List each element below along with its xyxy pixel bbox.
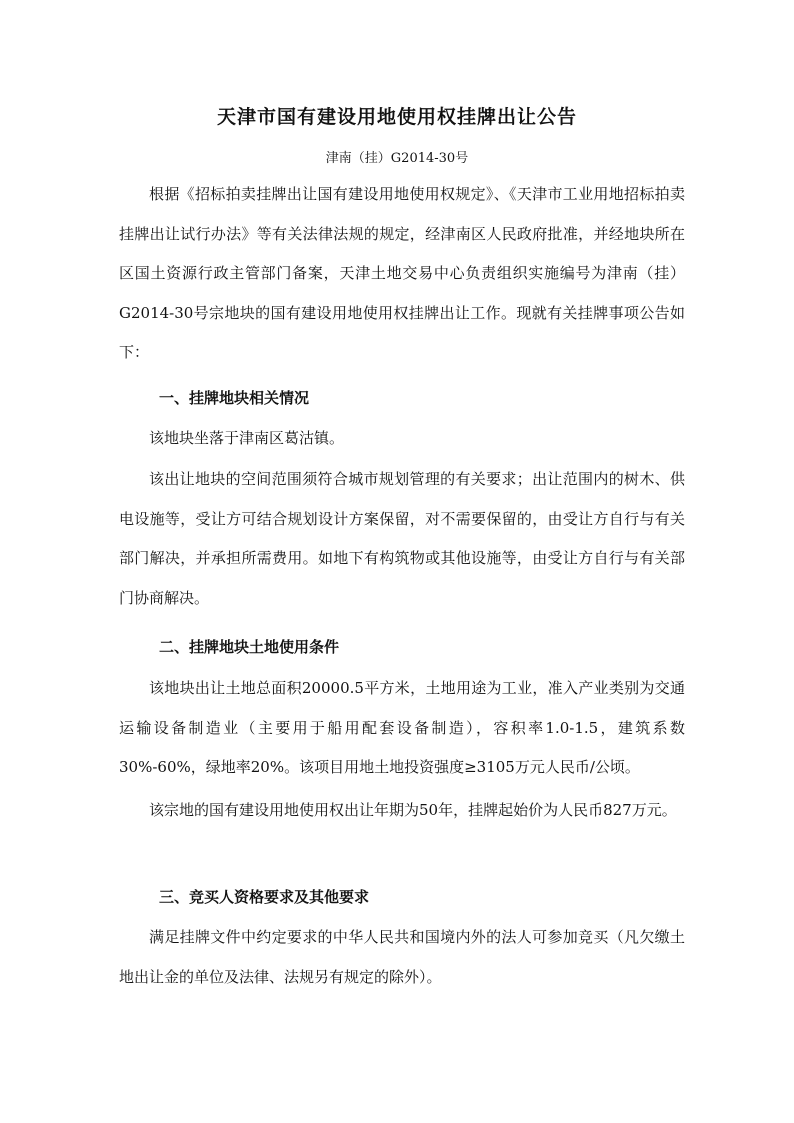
intro-paragraph: 根据《招标拍卖挂牌出让国有建设用地使用权规定》、《天津市工业用地招标拍卖挂牌出让试行办法》等有关法律法规的规定，经津南区人民政府批准，并经地块所在区国土资源行政主管部门备案，天津土地交易中心负责组织实施编号为津南（挂）G2014-30号宗地块的国有建设用地使用权挂牌出让工作。现就有关挂牌事项公告如下： bbox=[119, 185, 685, 361]
section-1-heading: 一、挂牌地块相关情况 bbox=[159, 389, 310, 407]
document-title: 天津市国有建设用地使用权挂牌出让公告 bbox=[216, 106, 577, 128]
section-2-heading: 二、挂牌地块土地使用条件 bbox=[159, 638, 340, 656]
section-2-paragraph-1: 该地块出让土地总面积20000.5平方米，土地用途为工业，准入产业类别为交通运输设备制造业（主要用于船用配套设备制造），容积率1.0-1.5，建筑系数30%-60%，绿地率20%。该项目用地土地投资强度≥3105万元人民币/公顷。 bbox=[119, 679, 685, 776]
section-1-paragraph-2: 该出让地块的空间范围须符合城市规划管理的有关要求；出让范围内的树木、供电设施等，受让方可结合规划设计方案保留，对不需要保留的，由受让方自行与有关部门解决，并承担所需费用。如地下有构筑物或其他设施等，由受让方自行与有关部门协商解决。 bbox=[119, 470, 685, 607]
section-3-paragraph-1: 满足挂牌文件中约定要求的中华人民共和国境内外的法人可参加竞买（凡欠缴土地出让金的单位及法律、法规另有规定的除外）。 bbox=[119, 928, 685, 986]
section-1-paragraph-1: 该地块坐落于津南区葛沽镇。 bbox=[149, 429, 345, 447]
section-2-paragraph-2: 该宗地的国有建设用地使用权出让年期为50年，挂牌起始价为人民币827万元。 bbox=[149, 801, 677, 819]
section-3-heading: 三、竞买人资格要求及其他要求 bbox=[159, 888, 370, 906]
document-number: 津南（挂）G2014-30号 bbox=[325, 151, 469, 166]
